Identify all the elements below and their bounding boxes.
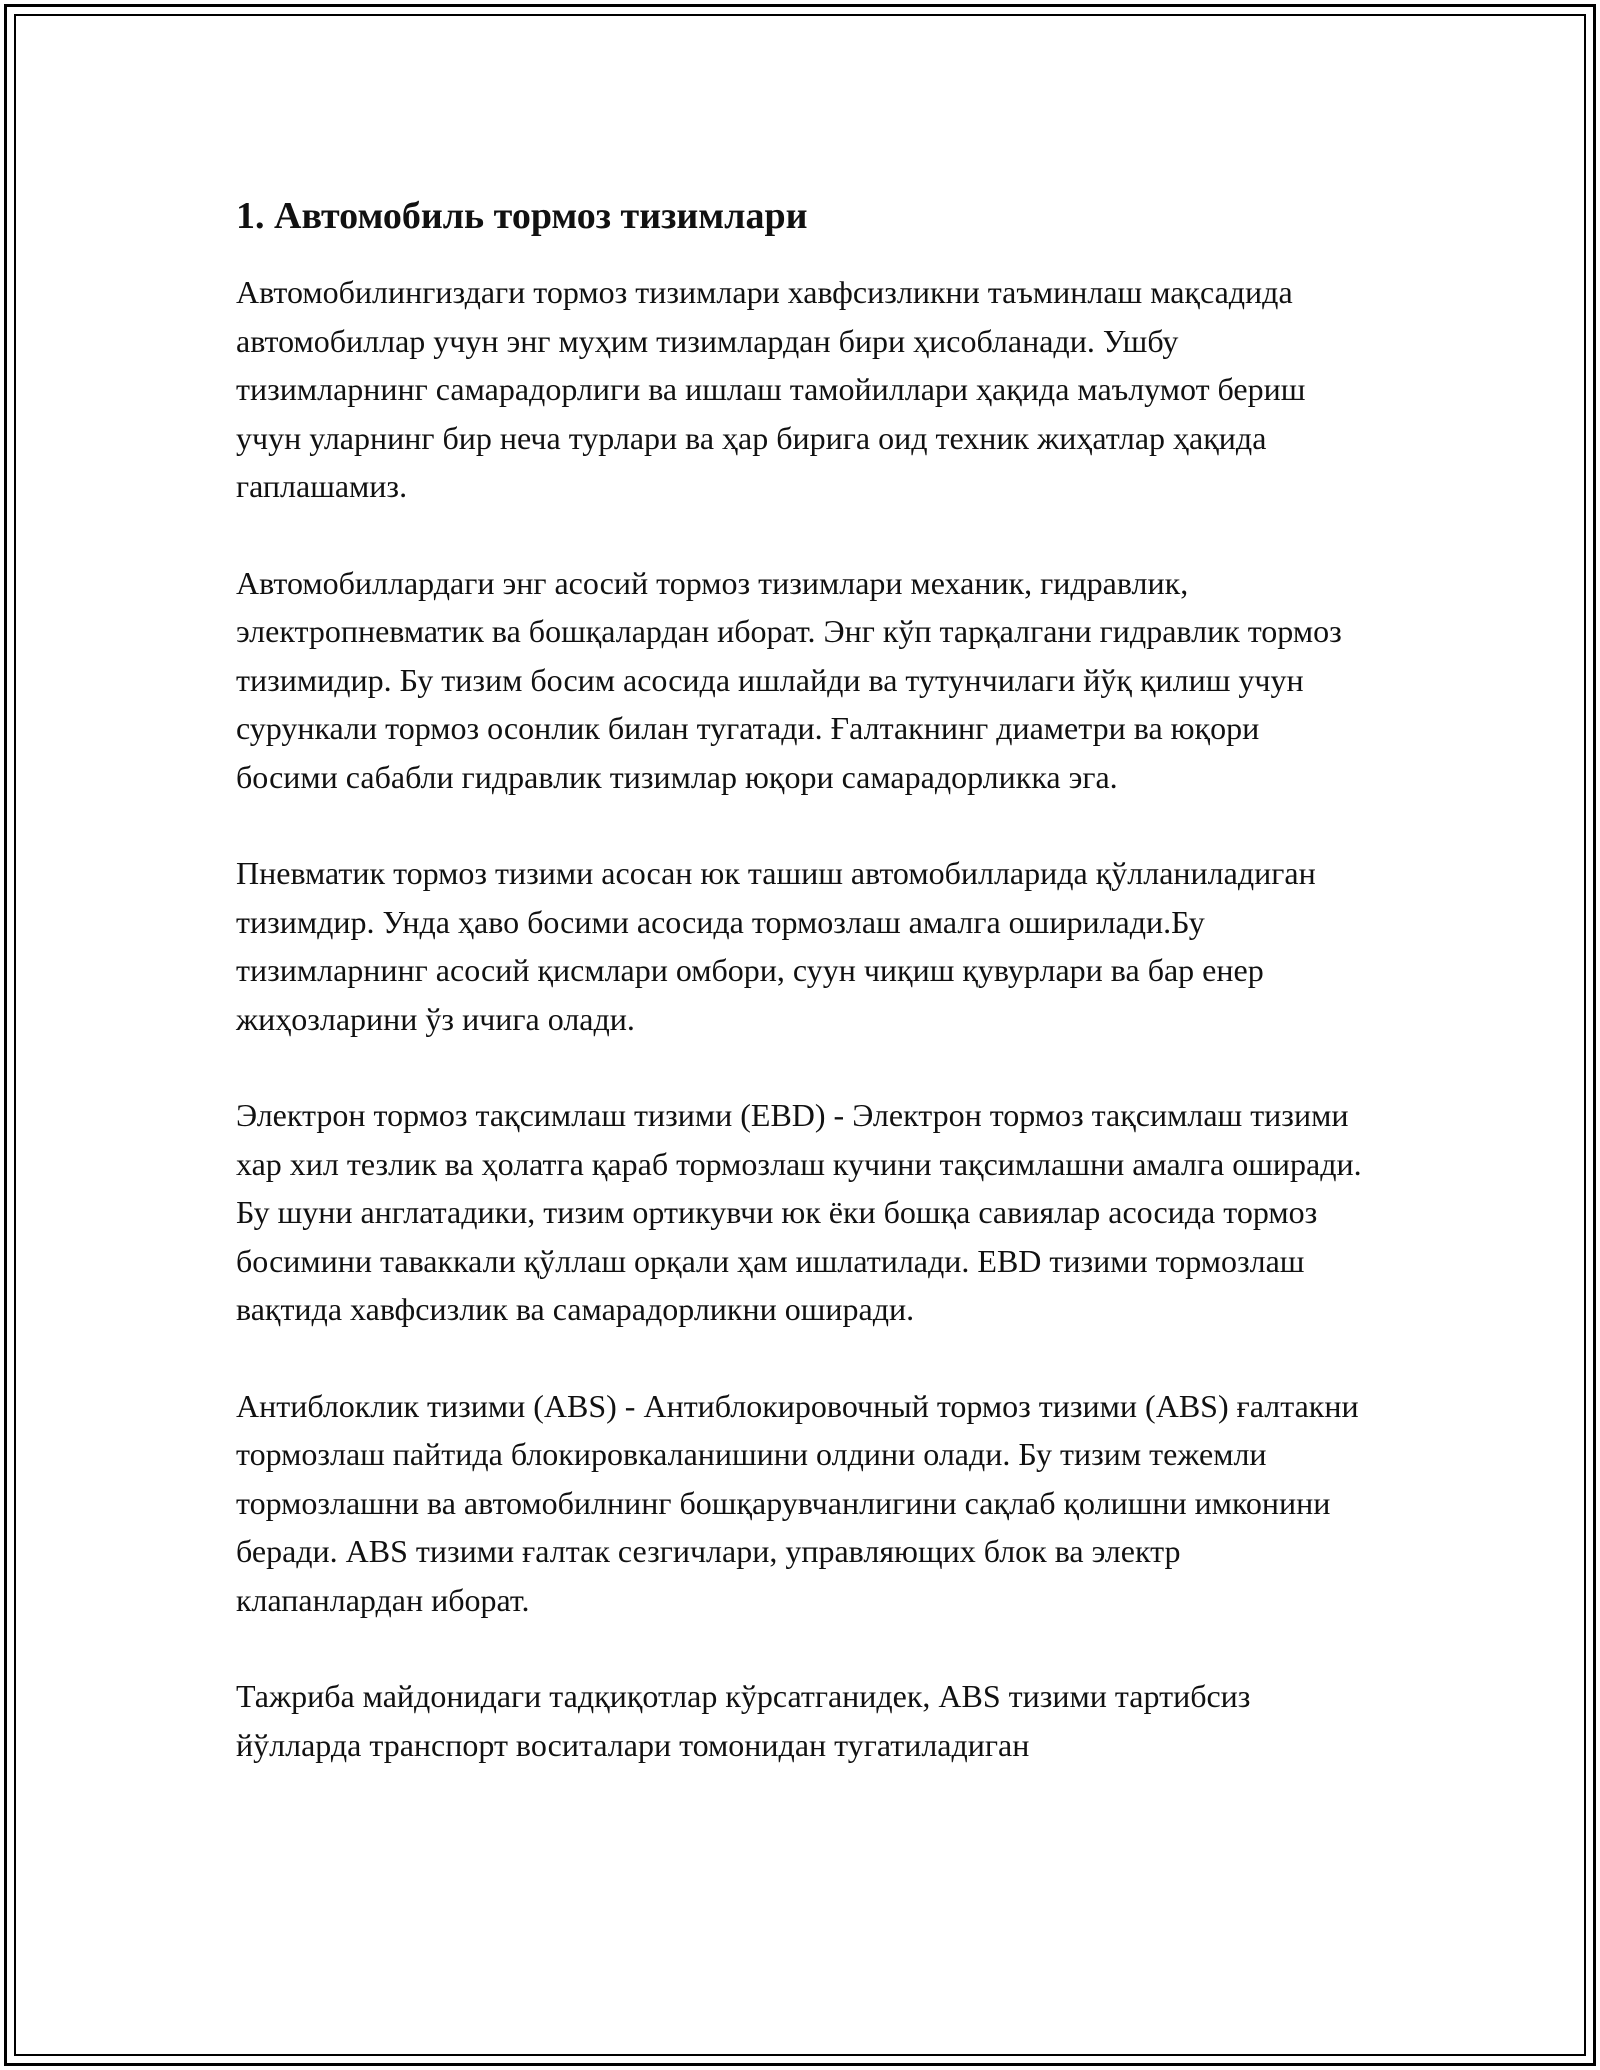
paragraph-research: Тажриба майдонидаги тадқиқотлар кўрсатганидек, ABS тизими тартибсиз йўлларда транспорт воситалари томонидан тугатиладиган [236, 1678, 1251, 1763]
paragraph-pneumatic: Пневматик тормоз тизими асосан юк ташиш автомобилларида қўлланиладиган тизимдир. Унда ҳаво босими асосида тормозлаш амалга оширилади.Бу тизимларнинг асосий қисмлари омбори, суун чиқиш қувурлари ва бар енер жиҳозларини ўз ичига олади. [236, 855, 1316, 1037]
paragraph-abs: Антиблоклик тизими (ABS) - Антиблокировочный тормоз тизими (ABS) ғалтакни тормозлаш пайтида блокировкаланишини олдини олади. Бу тизим тежемли тормозлашни ва автомобилнинг бошқарувчанлигини сақлаб қолишни имконини беради. ABS тизими ғалтак сезгичлари, управляющих блок ва электр клапанлардан иборат. [236, 1387, 1359, 1618]
document-body [236, 190, 1366, 1769]
paragraph-hydraulic: Автомобиллардаги энг асосий тормоз тизимлари механик, гидравлик, электропневматик ва бошқалардан иборат. Энг кўп тарқалгани гидравлик тормоз тизимидир. Бу тизим босим асосида ишлайди ва тутунчилаги йўқ қилиш учун сурункали тормоз осонлик билан тугатади. Ғалтакнинг диаметри ва юқори босими сабабли гидравлик тизимлар юқори самарадорликка эга. [236, 564, 1342, 795]
paragraph-intro: Автомобилингиздаги тормоз тизимлари хавфсизликни таъминлаш мақсадида автомобиллар учун энг муҳим тизимлардан бири ҳисобланади. Ушбу тизимларнинг самарадорлиги ва ишлаш тамойиллари ҳақида маълумот бериш учун уларнинг бир неча турлари ва ҳар бирига оид техник жиҳатлар ҳақида гаплашамиз. [236, 274, 1306, 504]
paragraph-ebd: Электрон тормоз тақсимлаш тизими (EBD) - Электрон тормоз тақсимлаш тизими хар хил тезлик ва ҳолатга қараб тормозлаш кучини тақсимлашни амалга оширади. Бу шуни англатадики, тизим ортикувчи юк ёки бошқа савиялар асосида тормоз босимини таваккали қўллаш орқали ҳам ишлатилади. EBD тизими тормозлаш вақтида хавфсизлик ва самарадорликни оширади. [236, 1097, 1362, 1327]
document-title: 1. Автомобиль тормоз тизимлари [236, 195, 808, 237]
